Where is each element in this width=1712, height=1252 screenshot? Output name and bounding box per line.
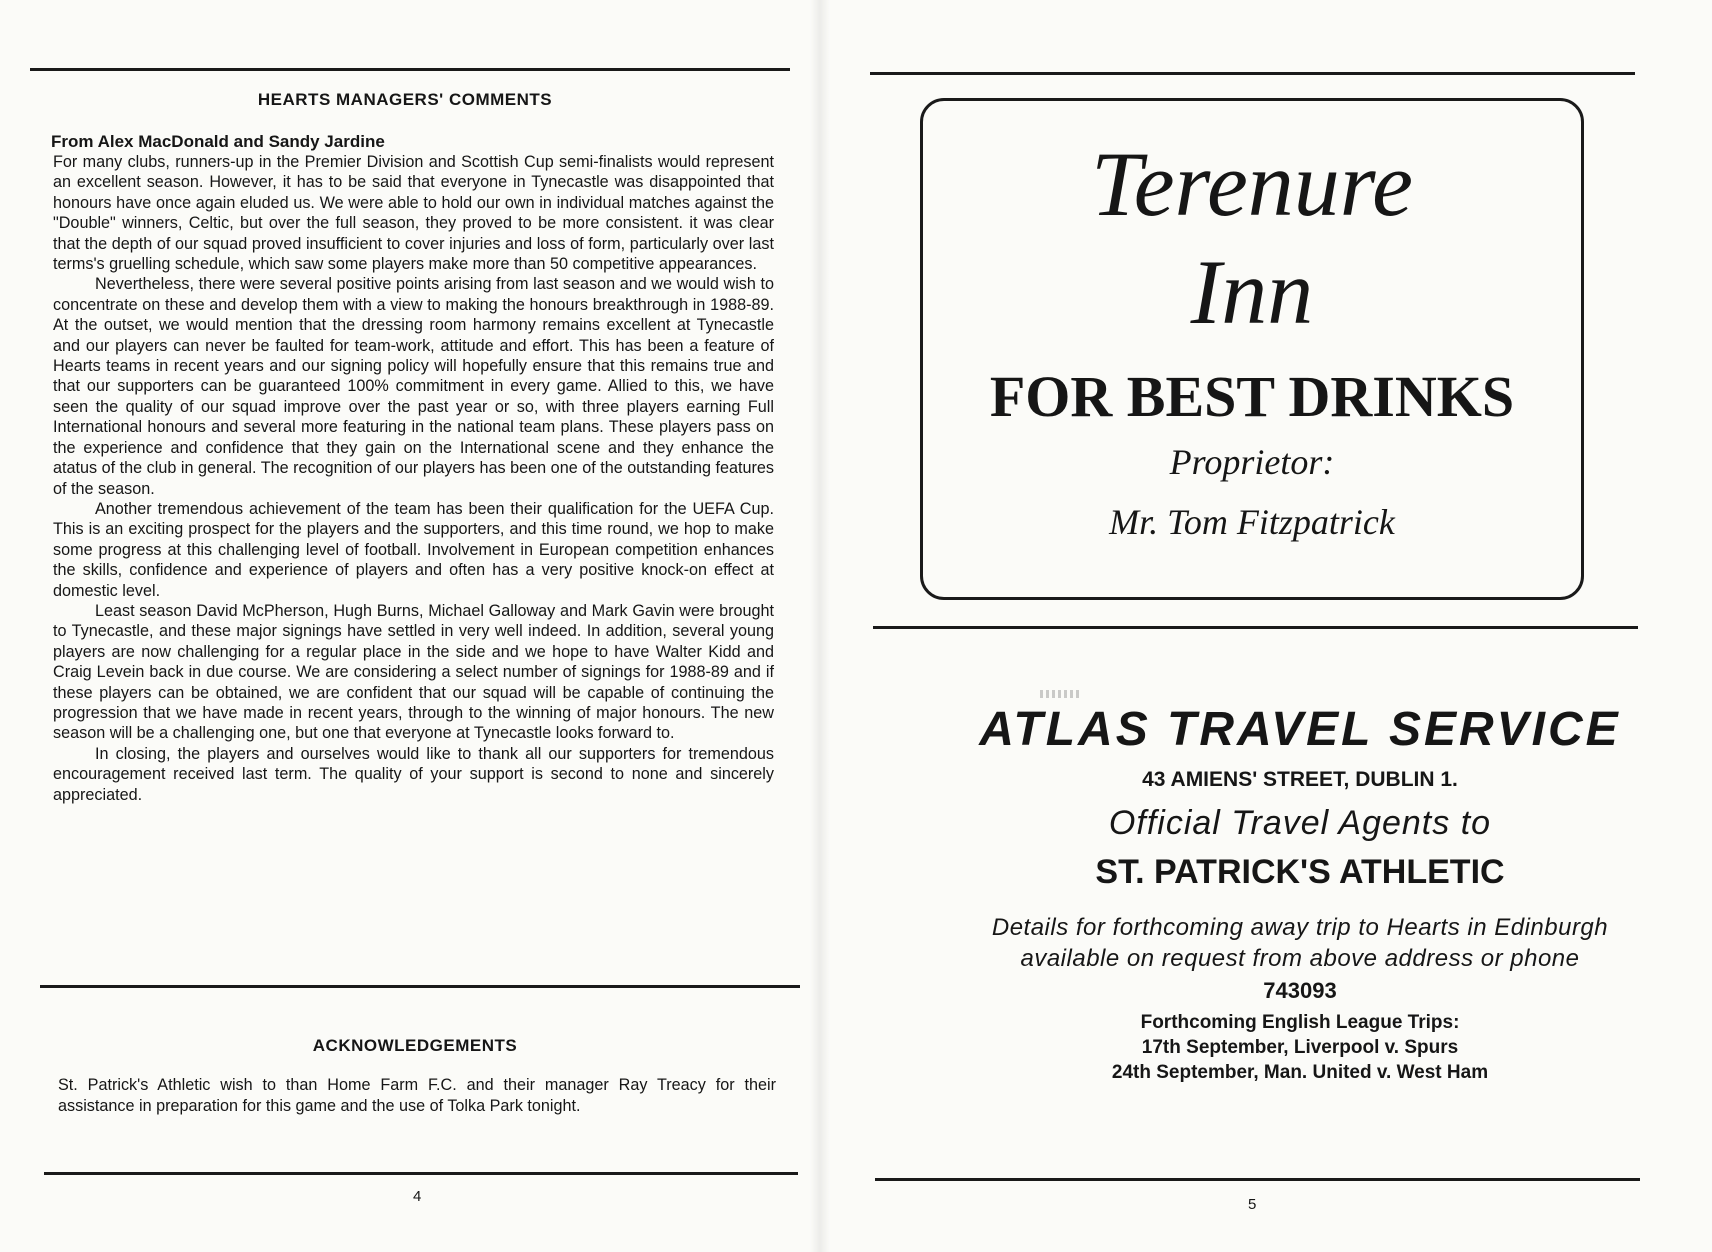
bottom-rule-right [875, 1178, 1640, 1181]
top-rule-left [30, 68, 790, 71]
atlas-phone: 743093 [1263, 978, 1337, 1003]
atlas-trips-heading: Forthcoming English League Trips: [1140, 1012, 1460, 1033]
atlas-tagline: Official Travel Agents to [1108, 804, 1492, 842]
ad-name-line1: Terenure [1091, 133, 1413, 235]
ad-slogan: FOR BEST DRINKS [989, 364, 1515, 429]
atlas-trip-2: 24th September, Man. United v. West Ham [1111, 1062, 1489, 1083]
atlas-title: ATLAS TRAVEL SERVICE [979, 703, 1621, 756]
acknowledgements-title: ACKNOWLEDGEMENTS [312, 1036, 518, 1055]
article-paragraph: Least season David McPherson, Hugh Burns, Michael Galloway and Mark Gavin were brought to Tynecastle, and these major signings have settled in very well indeed. In addition, several young players are now challenging for a regular place in the side and we hope to have Walter Kidd and Craig Levein back in due course. We are considering a select number of signings for 1988-89 and if these players can be obtained, we are confident that our squad will be capable of continuing the progression that we have made in recent years, through to the winning of major honours. The new season will be a challenging one, but one that everyone at Tynecastle looks forward to. [53, 601, 774, 743]
atlas-details-line2: available on request from above address or phone [1020, 945, 1580, 972]
byline: From Alex MacDonald and Sandy Jardine [51, 132, 385, 151]
terenure-inn-ad [920, 98, 1584, 600]
section-title: HEARTS MANAGERS' COMMENTS [257, 90, 553, 109]
article-body [53, 152, 774, 805]
ad-name-line2: Inn [1190, 241, 1314, 343]
article-paragraph: For many clubs, runners-up in the Premier Division and Scottish Cup semi-finalists would represent an excellent season. However, it has to be said that everyone in Tynecastle was disappointed that honours have once again eluded us. We were able to hold our own in individual matches against the "Double" winners, Celtic, but over the full season, they proved to be more consistent. it was clear that the depth of our squad proved insufficient to cover injuries and loss of form, particularly over last terms's gruelling schedule, which saw some players make more than 50 competitive appearances. [53, 153, 774, 274]
atlas-trip-1: 17th September, Liverpool v. Spurs [1141, 1037, 1459, 1058]
mid-rule-right [873, 626, 1638, 629]
top-rule-right [870, 72, 1635, 75]
page-gutter [810, 0, 830, 1252]
page-number-right: 5 [1248, 1196, 1257, 1213]
bottom-rule-left [44, 1172, 798, 1175]
atlas-details-line1: Details for forthcoming away trip to Hearts in Edinburgh [991, 914, 1609, 941]
print-specks [1040, 690, 1080, 698]
article-paragraph: Nevertheless, there were several positive points arising from last season and we would wish to concentrate on these and develop them with a view to making the honours breakthrough in 1988-89. At the outset, we would mention that the dressing room harmony remains excellent at Tynecastle and our players can never be faulted for team-work, attitude and effort. This has been a feature of Hearts teams in recent years and our signing policy will hopefully ensure that this remains true and that our supporters can be guaranteed 100% commitment in every game. Allied to this, we have seen the quality of our squad improve over the past year or so, with three players earning Full International honours and several more featuring in the national team plans. These players pass on the experience and confidence that they gain on the International scene and they enhance the atatus of the club in general. The recognition of our players has been one of the outstanding features of the season. [53, 275, 774, 498]
article-paragraph: Another tremendous achievement of the team has been their qualification for the UEFA Cup. This is an exciting prospect for the players and the supporters, and this time round, we hop to make some progress at this challenging level of football. Involvement in European competition enhances the skills, confidence and experience of players and often has a very positive knock-on effect at domestic level. [53, 499, 774, 600]
article-paragraph: In closing, the players and ourselves would like to thank all our supporters for tremendous encouragement received last term. The quality of your support is second to none and sincerely appreciated. [53, 744, 774, 804]
atlas-address: 43 AMIENS' STREET, DUBLIN 1. [1142, 768, 1458, 791]
ad-proprietor-label: Proprietor: [1169, 442, 1335, 482]
acknowledgements-text: St. Patrick's Athletic wish to than Home Farm F.C. and their manager Ray Treacy for their assistance in preparation for this game and the use of Tolka Park tonight. [58, 1076, 776, 1115]
atlas-club: ST. PATRICK'S ATHLETIC [1095, 853, 1505, 891]
ad-proprietor-name: Mr. Tom Fitzpatrick [1109, 502, 1395, 542]
mid-rule-left [40, 985, 800, 988]
page-number-left: 4 [413, 1188, 422, 1205]
